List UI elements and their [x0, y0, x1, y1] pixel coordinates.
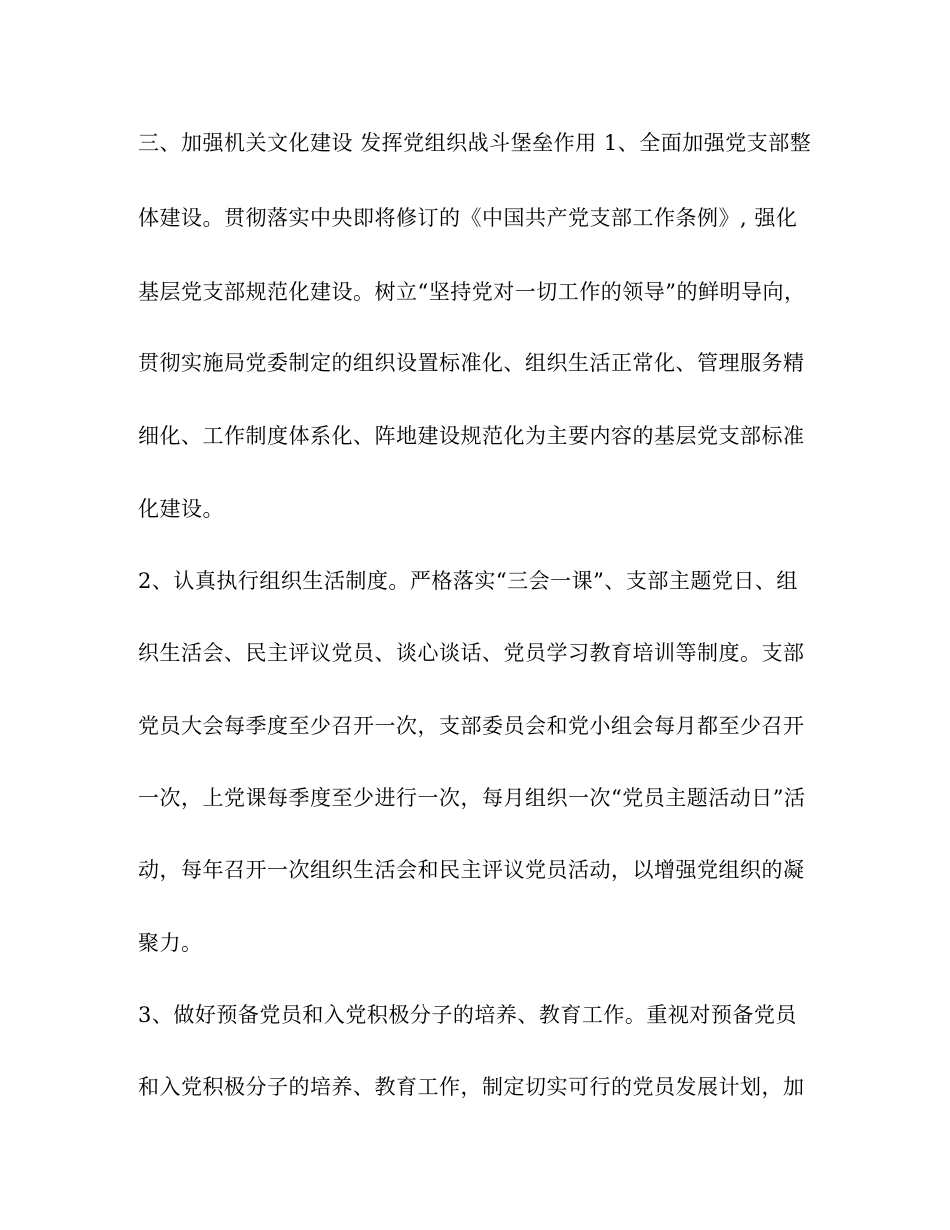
- text-line: 2、认真执行组织生活制度。严格落实“三会一课”、支部主题党日、组: [138, 569, 798, 593]
- text-line: 三、加强机关文化建设 发挥党组织战斗堡垒作用 1、全面加强党支部整: [138, 131, 812, 155]
- text-line: 织生活会、民主评议党员、谈心谈话、党员学习教育培训等制度。支部: [138, 641, 805, 665]
- text-line: 细化、工作制度体系化、阵地建设规范化为主要内容的基层党支部标准: [138, 424, 805, 448]
- text-line: 3、做好预备党员和入党积极分子的培养、教育工作。重视对预备党员: [138, 1003, 797, 1027]
- text-line: 和入党积极分子的培养、教育工作，制定切实可行的党员发展计划，加: [138, 1075, 805, 1099]
- text-line: 党员大会每季度至少召开一次，支部委员会和党小组会每月都至少召开: [138, 714, 805, 738]
- text-line: 聚力。: [138, 931, 203, 955]
- text-line: 动，每年召开一次组织生活会和民主评议党员活动，以增强党组织的凝: [138, 858, 805, 882]
- text-line: 基层党支部规范化建设。树立“坚持党对一切工作的领导”的鲜明导向，: [138, 280, 806, 304]
- text-line: 一次，上党课每季度至少进行一次，每月组织一次“党员主题活动日”活: [138, 786, 806, 810]
- text-line: 化建设。: [138, 497, 224, 521]
- text-line: 贯彻实施局党委制定的组织设置标准化、组织生活正常化、管理服务精: [138, 351, 805, 375]
- text-line: 体建设。贯彻落实中央即将修订的《中国共产党支部工作条例》, 强化: [138, 206, 798, 230]
